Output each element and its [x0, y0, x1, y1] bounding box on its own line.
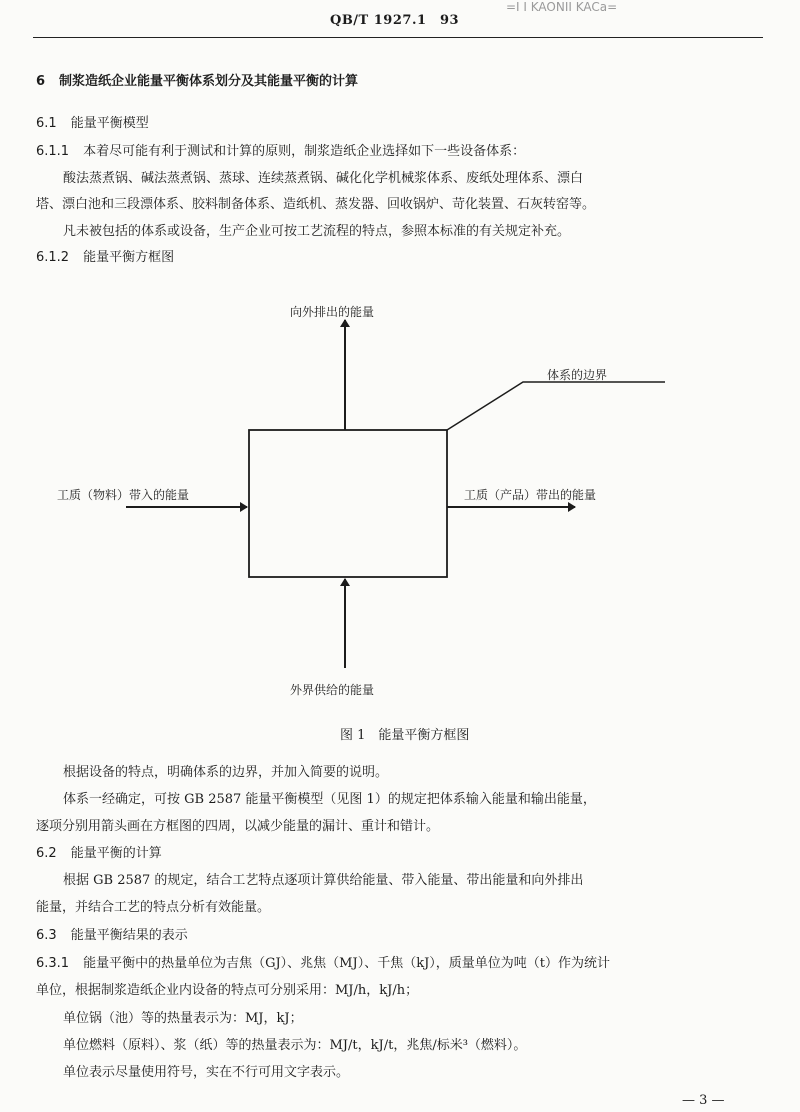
boundary-label: 体系的边界 — [547, 368, 608, 382]
left-arrow-label: 工质（物料）带入的能量 — [57, 488, 190, 502]
section-number: 6.1.1 — [36, 144, 70, 159]
section-6-2-heading — [36, 847, 162, 860]
paragraph-text: 能量平衡中的热量单位为吉焦（GJ）、兆焦（MJ）、千焦（kJ），质量单位为吨（t）作为统计 — [83, 956, 611, 971]
paragraph-line: 能量，并结合工艺的特点分析有效能量。 — [36, 900, 271, 915]
top-arrow-label: 向外排出的能量 — [290, 305, 375, 319]
bottom-arrow-label: 外界供给的能量 — [290, 683, 375, 697]
paragraph-line: 单位表示尽量使用符号，实在不行可用文字表示。 — [63, 1065, 350, 1080]
section-number: 6.1 — [36, 116, 57, 131]
section-6-3-heading — [36, 929, 188, 942]
section-number: 6.1.2 — [36, 250, 70, 265]
paragraph-line: 酸法蒸煮锅、碱法蒸煮锅、蒸球、连续蒸煮锅、碱化化学机械浆体系、废纸处理体系、漂白 — [63, 171, 584, 186]
paragraph-line: 根据 GB 2587 的规定，结合工艺特点逐项计算供给能量、带入能量、带出能量和向外排出 — [63, 873, 584, 888]
section-title: 制浆造纸企业能量平衡体系划分及其能量平衡的计算 — [59, 74, 359, 89]
paragraph-line: 单位燃料（原料）、浆（纸）等的热量表示为：MJ/t，kJ/t，兆焦/标米³（燃料）。 — [63, 1038, 527, 1053]
right-arrow-label: 工质（产品）带出的能量 — [464, 488, 597, 502]
boundary-leader-line — [447, 382, 665, 430]
section-6-3-1-line — [36, 957, 610, 970]
section-number: 6.3.1 — [36, 956, 70, 971]
standard-number-header: QB/T 1927.1 93 — [330, 13, 460, 28]
section-number: 6.3 — [36, 928, 57, 943]
paragraph-line: 凡未被包括的体系或设备，生产企业可按工艺流程的特点，参照本标准的有关规定补充。 — [63, 224, 571, 239]
system-box — [249, 430, 447, 577]
paragraph-line: 逐项分别用箭头画在方框图的四周，以减少能量的漏计、重计和错计。 — [36, 819, 440, 834]
section-number: 6 — [36, 74, 46, 89]
scan-stamp-text: =I I KAONII KACa= — [506, 0, 618, 14]
section-title: 能量平衡方框图 — [83, 250, 175, 265]
figure-caption: 图 1 能量平衡方框图 — [340, 728, 470, 743]
paragraph-line: 体系一经确定，可按 GB 2587 能量平衡模型（见图 1）的规定把体系输入能量和输出能量， — [63, 792, 596, 807]
section-title: 能量平衡结果的表示 — [70, 928, 188, 943]
paragraph-line: 塔、漂白池和三段漂体系、胶料制备体系、造纸机、蒸发器、回收锅炉、苛化装置、石灰转窑等。 — [36, 197, 596, 212]
paragraph-text: 本着尽可能有利于测试和计算的原则，制浆造纸企业选择如下一些设备体系： — [83, 144, 526, 159]
paragraph-line: 单位，根据制浆造纸企业内设备的特点可分别采用：MJ/h，kJ/h； — [36, 983, 419, 998]
page-number: — 3 — — [682, 1093, 725, 1108]
section-number: 6.2 — [36, 846, 57, 861]
section-title: 能量平衡模型 — [70, 116, 149, 131]
paragraph-line: 根据设备的特点，明确体系的边界，并加入简要的说明。 — [63, 765, 389, 780]
section-title: 能量平衡的计算 — [70, 846, 162, 861]
paragraph-line: 单位锅（池）等的热量表示为：MJ，kJ； — [63, 1011, 303, 1026]
